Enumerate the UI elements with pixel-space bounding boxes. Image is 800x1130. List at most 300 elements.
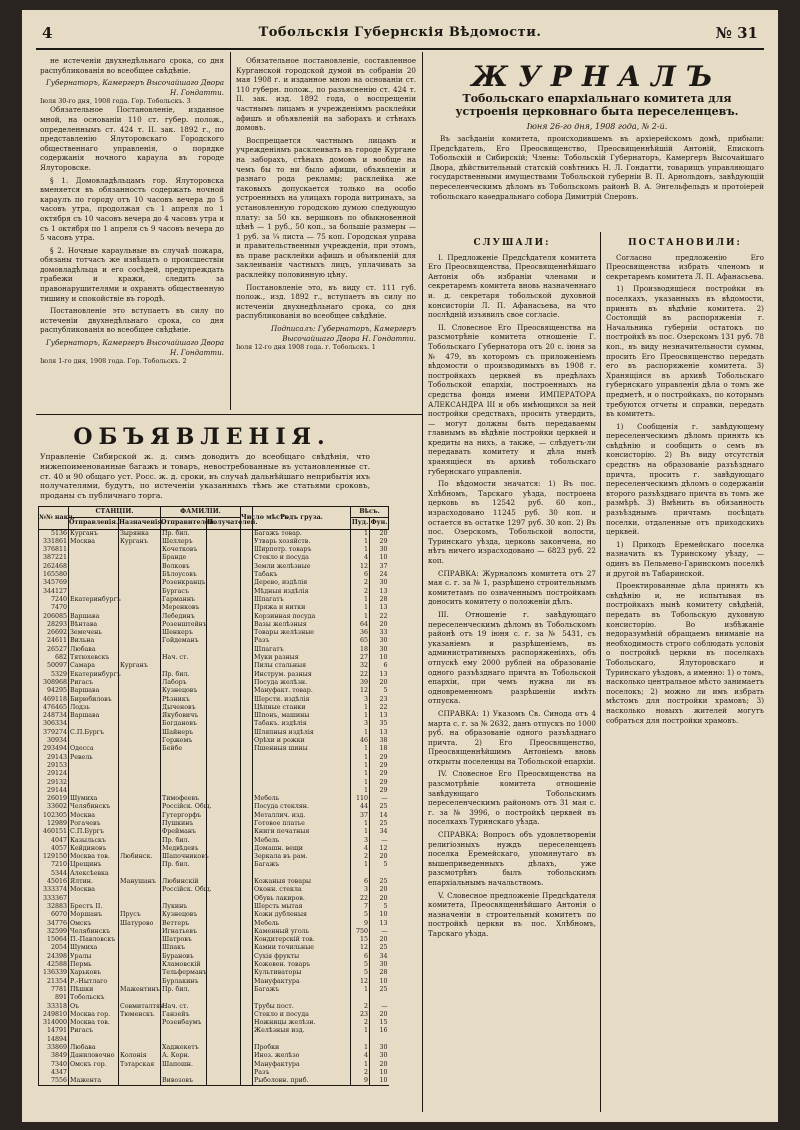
cell-places [241, 1052, 253, 1060]
cell-sender: Кузнецовъ [161, 911, 207, 919]
cell-from: Тятюхевскъ [69, 654, 119, 662]
cell-sender: Тимофеевъ [161, 795, 207, 803]
cell-sender: Веттеръ [161, 920, 207, 928]
journal-intro [430, 134, 764, 226]
cell-pud [351, 870, 370, 878]
cell-num: 4057 [39, 845, 69, 853]
cell-pud: 4 [351, 1052, 370, 1060]
cell-places [241, 820, 253, 828]
cell-num: 376811 [39, 546, 69, 554]
cell-from: Лодзь [69, 704, 119, 712]
cell-pud: 1 [351, 596, 370, 604]
paragraph: IV. Словесное Его Преосвященства на разсмотрѣніе комитета отношеніе завѣдующаго Тобольскимъ переселенческимъ райономъ отъ 31 мая с. г. за № 3996, о постройкѣ церквей въ поселкахъ Туринскаго уѣзда. [428, 769, 596, 827]
cell-from [69, 770, 119, 778]
cell-to [119, 629, 161, 637]
cell-sender: Игнатьевъ [161, 928, 207, 936]
cell-receiver [207, 571, 241, 579]
cell-kind: Иноз. желѣзо [253, 1052, 351, 1060]
cell-receiver [207, 787, 241, 795]
cell-kind: Шерсти. издѣлія [253, 696, 351, 704]
cell-places [241, 579, 253, 587]
cell-num: 293494 [39, 745, 69, 753]
cell-places [241, 803, 253, 811]
cell-receiver [207, 1044, 241, 1052]
col-header-receiver: Получателей. [207, 518, 241, 529]
cell-to: Зырянка [119, 529, 161, 538]
cell-num: 94295 [39, 687, 69, 695]
cell-sender [161, 787, 207, 795]
cell-to [119, 803, 161, 811]
cell-lb: — [370, 795, 389, 803]
cell-kind: Разъ [253, 637, 351, 645]
cell-num: 5344 [39, 870, 69, 878]
table-row [39, 754, 389, 762]
cell-receiver [207, 770, 241, 778]
cell-to [119, 1069, 161, 1077]
cell-places [241, 886, 253, 894]
cell-kind: Орѣхи и рожки [253, 737, 351, 745]
cell-lb: 29 [370, 787, 389, 795]
cell-num: 5136 [39, 529, 69, 538]
cell-to: Тюменскъ [119, 1011, 161, 1019]
cell-num: 331861 [39, 538, 69, 546]
cell-lb: 30 [370, 1052, 389, 1060]
cell-to [119, 903, 161, 911]
cell-from: Моршанъ [69, 911, 119, 919]
cell-to [119, 1044, 161, 1052]
cell-receiver [207, 762, 241, 770]
cell-from: Тобольскъ [69, 994, 119, 1002]
cell-receiver [207, 994, 241, 1002]
col-header-places: Число мѣстъ [241, 507, 253, 530]
cell-sender: Волковъ [161, 563, 207, 571]
cell-pud: 1 [351, 538, 370, 546]
cell-kind: Каменный уголь [253, 928, 351, 936]
cell-num: 24398 [39, 953, 69, 961]
cell-from: С.П.Бургъ [69, 729, 119, 737]
cell-lb: 5 [370, 903, 389, 911]
cell-receiver [207, 579, 241, 587]
cell-receiver [207, 820, 241, 828]
cell-sender: Бейбе [161, 745, 207, 753]
cell-num: 314000 [39, 1019, 69, 1027]
cell-receiver [207, 1077, 241, 1086]
cell-places [241, 538, 253, 546]
cell-to [119, 1027, 161, 1035]
cell-from: Москва гор. [69, 1011, 119, 1019]
cell-to [119, 828, 161, 836]
cell-places [241, 837, 253, 845]
table-row [39, 745, 389, 753]
cell-lb: 30 [370, 1044, 389, 1052]
section-rule [36, 414, 422, 415]
cell-sender [161, 870, 207, 878]
table-row [39, 886, 389, 894]
cell-kind: Мануфакт. товар. [253, 687, 351, 695]
cell-sender: Любинскій [161, 878, 207, 886]
cell-lb: 25 [370, 878, 389, 886]
cell-kind [253, 787, 351, 795]
cell-pud: 3 [351, 720, 370, 728]
cell-receiver [207, 1003, 241, 1011]
cell-kind: Пилы стальныя [253, 662, 351, 670]
paragraph: V. Словесное предложеніе Предсѣдателя комитета, Преосвященнѣйшаго Антонія о назначеніи в строительный комитетъ по постройкѣ церкви въ пос. Хлѣбномъ, Тарскаго уѣзда. [428, 890, 596, 938]
cell-sender: Пр. бил. [161, 837, 207, 845]
cell-lb: 25 [370, 944, 389, 952]
journal-title-block [432, 62, 762, 131]
cell-lb: 5 [370, 687, 389, 695]
cell-pud: 23 [351, 1011, 370, 1019]
cell-pud: 110 [351, 795, 370, 803]
cell-to [119, 604, 161, 612]
cell-to [119, 588, 161, 596]
cell-kind: Кондитерскій тов. [253, 936, 351, 944]
cell-lb: 10 [370, 654, 389, 662]
paragraph: 1) Производящіеся постройки въ поселкахъ, указанныхъ въ вѣдомости, принять въ вѣдѣніе комитета. 2) Состоящій въ распоряженіи г. Начальника губерніи остатокъ по постройкѣ въ пос. Озерскомъ 131 руб. 78 коп., въ виду незначительности суммы, просить Его Преосвященство передать его въ распоряженіе комитета. 3) Хранящіяся въ архивѣ Тобольскаго губернскаго управленія дѣла о томъ же предметѣ, и о постройкахъ, по которымъ требуются отчеты и справки, передать въ комитетъ. [606, 284, 764, 419]
cell-receiver [207, 969, 241, 977]
cell-to [119, 787, 161, 795]
cell-lb: 12 [370, 845, 389, 853]
cell-lb: 34 [370, 828, 389, 836]
cell-lb [370, 1036, 389, 1044]
cell-sender: Лаборъ [161, 679, 207, 687]
cell-pud: 750 [351, 928, 370, 936]
page-number: 4 [42, 24, 53, 42]
paragraph: Постановленіе это, въ виду ст. 111 губ. полож., изд. 1892 г., вступаетъ въ силу по истеченіи двухнедѣльнаго срока, со дня распубликованія во всеобщее свѣдѣніе. [236, 282, 416, 321]
cell-sender: Бранде [161, 554, 207, 562]
cell-places [241, 853, 253, 861]
col-header-weight: Вѣсъ. [351, 507, 389, 518]
cell-sender: Россійск. Общ. [162, 803, 212, 811]
cell-kind: Камни точильные [253, 944, 351, 952]
cell-receiver [207, 795, 241, 803]
cell-num: 4347 [39, 1069, 69, 1077]
cell-places [241, 861, 253, 869]
cell-receiver [207, 1069, 241, 1077]
cell-places [241, 828, 253, 836]
cell-places [241, 704, 253, 712]
cell-places [241, 1011, 253, 1019]
cell-pud: 1 [351, 1044, 370, 1052]
table-row [39, 928, 389, 936]
date-note: Іюля 1-го дня, 1908 года. Гор. Тобольскъ. 2 [40, 357, 187, 366]
cell-from: Москва [69, 812, 119, 820]
cell-from: Москва [69, 886, 119, 894]
cell-to [119, 687, 161, 695]
newspaper-page [22, 10, 778, 1122]
col-header-pud: Пуд. [351, 518, 370, 529]
cell-pud: 32 [351, 662, 370, 670]
cell-to [119, 1036, 161, 1044]
cell-from: Мажента [69, 1077, 119, 1086]
cell-pud: 2 [351, 1003, 370, 1011]
cell-receiver [207, 853, 241, 861]
cell-sender [161, 646, 207, 654]
cell-places [241, 986, 253, 994]
table-row [39, 803, 389, 811]
cell-to [119, 953, 161, 961]
cell-to [119, 754, 161, 762]
cell-sender: Бурлакинъ [161, 978, 207, 986]
table-row [39, 1036, 389, 1044]
cell-from: Ригасъ [69, 679, 119, 687]
cell-kind [253, 1036, 351, 1044]
cell-to [119, 895, 161, 903]
cell-num: 29153 [39, 762, 69, 770]
cell-to: Курганъ [119, 662, 161, 670]
col-header-lb: Фун. [370, 518, 389, 529]
cell-to: Тэтарская [119, 1061, 161, 1069]
paragraph: I. Предложеніе Предсѣдателя комитета Его Преосвященства, Преосвященнѣйшаго Антонія объ избраніи членами и секретаремъ комитета вновь назначеннаго и. д. секретаря тобольской духовной консисторіи Л. П. Афанасьева, на что послѣдній изъявилъ свое согласіе. [428, 252, 596, 320]
cell-places [241, 546, 253, 554]
cell-kind: Трубы пост. [253, 1003, 351, 1011]
cell-from [69, 762, 119, 770]
table-row [39, 961, 389, 969]
cell-places [241, 646, 253, 654]
table-row [39, 1011, 389, 1019]
cell-places [241, 621, 253, 629]
cell-lb: 37 [370, 563, 389, 571]
cell-places [241, 770, 253, 778]
cell-places [241, 903, 253, 911]
table-row [39, 737, 389, 745]
cell-to [119, 886, 161, 894]
cell-places [241, 554, 253, 562]
cell-lb: 20 [370, 1011, 389, 1019]
cell-sender [161, 762, 207, 770]
cell-from: Одесса [69, 745, 119, 753]
cell-to [119, 1077, 161, 1086]
cell-to [119, 944, 161, 952]
cell-pud: 2 [351, 579, 370, 587]
cell-sender: Медвѣдевъ [161, 845, 207, 853]
cell-num: 32599 [39, 928, 69, 936]
cell-receiver [207, 920, 241, 928]
cell-kind: Шерсть мытая [253, 903, 351, 911]
cell-num: 7240 [39, 596, 69, 604]
cell-places [241, 795, 253, 803]
cell-kind [253, 754, 351, 762]
cell-to: Прусъ [119, 911, 161, 919]
cell-kind: Табакъ [253, 571, 351, 579]
cell-kind: Готовое платье [253, 820, 351, 828]
cell-places [241, 1027, 253, 1035]
cell-num: 7781 [39, 986, 69, 994]
cell-from [69, 554, 119, 562]
table-row [39, 563, 389, 571]
cell-kind: Табакъ. издѣлія [253, 720, 351, 728]
date-note: Іюля 12-го дня 1908 года. г. Тобольскъ. 1 [236, 343, 376, 352]
cell-lb: 20 [370, 529, 389, 538]
cell-from: Омскъ гор. [69, 1061, 119, 1069]
cell-lb: 20 [370, 895, 389, 903]
cell-from [69, 895, 119, 903]
cell-to [119, 613, 161, 621]
cell-receiver [207, 745, 241, 753]
cell-receiver [207, 671, 241, 679]
cell-sender: Меренковъ [161, 604, 207, 612]
table-row [39, 621, 389, 629]
cell-sender: Розенштейнъ [162, 620, 207, 628]
cell-from: Даниловочно [69, 1052, 119, 1060]
cell-lb: 22 [370, 704, 389, 712]
cell-num: 26692 [39, 629, 69, 637]
cell-kind: Мебель [253, 837, 351, 845]
cell-sender: Россійск. Общ. [162, 886, 212, 894]
cell-pud: 2 [351, 1019, 370, 1027]
cell-num: 24611 [39, 637, 69, 645]
cell-lb: 28 [370, 596, 389, 604]
col-header-names: ФАМИЛІИ. [161, 507, 241, 518]
cell-pud: 1 [351, 754, 370, 762]
paragraph: Постановленіе это вступаетъ въ силу по истеченіи двухнедѣльнаго срока, со дня распубликованія во всеобщее свѣдѣніе. [40, 306, 224, 335]
cell-kind: Цѣпные станки [253, 704, 351, 712]
cell-places [241, 812, 253, 820]
paragraph: § 2. Ночные караульные въ случаѣ пожара, обязаны тотчасъ же извѣщать о происшествіи домовладѣльца и его сосѣдей, предупреждать грабежи и кражи, следить за правонарушителями и охранять общественную тишину и спокойствіе въ городѣ. [40, 245, 224, 303]
cell-places [241, 878, 253, 886]
cell-to [119, 712, 161, 720]
cell-from: Москва тов. [69, 1019, 119, 1027]
cell-from [69, 546, 119, 554]
cell-num: 469118 [39, 696, 69, 704]
cell-pud: 12 [351, 978, 370, 986]
table-row [39, 795, 389, 803]
table-row [39, 911, 389, 919]
cell-from: Оъ [69, 1003, 119, 1011]
table-row [39, 953, 389, 961]
cell-places [241, 712, 253, 720]
cell-sender: Пушкинъ [161, 820, 207, 828]
cell-sender: Бургасъ [161, 588, 207, 596]
cell-pud: 12 [351, 687, 370, 695]
table-row [39, 936, 389, 944]
cell-from: Ревель [69, 754, 119, 762]
cell-kind [253, 779, 351, 787]
cell-pud: 9 [351, 1077, 370, 1086]
cell-places [241, 737, 253, 745]
col-header-stations: СТАНЦІИ. [69, 507, 161, 518]
cell-places [241, 1019, 253, 1027]
cell-pud: 1 [351, 762, 370, 770]
cell-to [119, 861, 161, 869]
cell-sender: Горжемъ [161, 737, 207, 745]
cell-num: 6070 [39, 911, 69, 919]
cell-to [119, 961, 161, 969]
cell-lb: 20 [370, 936, 389, 944]
cell-places [241, 745, 253, 753]
cell-places [241, 687, 253, 695]
cell-num: 4047 [39, 837, 69, 845]
paragraph: Согласно предложенію Его Преосвященства избрать членомъ и секретаремъ комитета Л. П. Афанасьева. [606, 252, 764, 281]
cell-to [119, 654, 161, 662]
unclaimed-freight-table [38, 506, 389, 1086]
cell-from: Харьковъ [69, 969, 119, 977]
cell-num: 7556 [39, 1077, 69, 1086]
cell-receiver [207, 529, 241, 538]
cell-pud: 12 [351, 944, 370, 952]
cell-lb: 29 [370, 770, 389, 778]
cell-receiver [207, 720, 241, 728]
cell-lb: 34 [370, 953, 389, 961]
table-row [39, 579, 389, 587]
cell-sender: Гойдеманъ [161, 637, 207, 645]
cell-lb: 20 [370, 886, 389, 894]
cell-to [119, 554, 161, 562]
cell-from [69, 720, 119, 728]
section-heading-decided: ПОСТАНОВИЛИ: [628, 238, 742, 248]
cell-receiver [207, 654, 241, 662]
cell-from: Самара [69, 662, 119, 670]
cell-kind: Инструм. разныя [253, 671, 351, 679]
cell-num: 333367 [39, 895, 69, 903]
cell-kind: Пряжа и нитки [253, 604, 351, 612]
cell-num: 15064 [39, 936, 69, 944]
table-row [39, 729, 389, 737]
cell-kind: Книги печатныя [253, 828, 351, 836]
cell-from: Брестъ II. [69, 903, 119, 911]
cell-receiver [207, 870, 241, 878]
cell-sender: Нач. ст. [161, 1003, 207, 1011]
cell-lb: 20 [370, 1061, 389, 1069]
cell-lb: 16 [370, 1027, 389, 1035]
cell-to [119, 745, 161, 753]
cell-sender [161, 1027, 207, 1035]
cell-sender: Пр. бил. [161, 986, 207, 994]
cell-sender: Бѣлоусовъ [161, 571, 207, 579]
cell-lb: 20 [370, 679, 389, 687]
cell-to [119, 679, 161, 687]
cell-to [119, 696, 161, 704]
cell-pud: 1 [351, 745, 370, 753]
cell-places [241, 978, 253, 986]
cell-to [119, 837, 161, 845]
cell-from: Црещинъ [69, 861, 119, 869]
cell-receiver [207, 953, 241, 961]
cell-sender: Шайнеръ [161, 729, 207, 737]
cell-num: 29144 [39, 787, 69, 795]
cell-from: Варшава [69, 613, 119, 621]
cell-receiver [207, 554, 241, 562]
cell-pud: 7 [351, 903, 370, 911]
cell-num: 3849 [39, 1052, 69, 1060]
journal-heard-column [428, 236, 596, 1108]
cell-kind [253, 762, 351, 770]
cell-num: 891 [39, 994, 69, 1002]
paragraph: СПРАВКА: Вопросъ объ удовлетвореніи религіозныхъ нуждъ переселенцевъ поселка Еремейскаго, упомянутаго въ вышеприведенныхъ дѣлахъ, уже разсмотрѣнъ былъ тобольскимъ епархіальнымъ начальствомъ. [428, 830, 596, 887]
cell-kind: Дерево, издѣлія [253, 579, 351, 587]
newspaper-title: Тобольскія Губернскія Вѣдомости. [258, 25, 542, 40]
cell-receiver [207, 596, 241, 604]
table-row [39, 1052, 389, 1060]
cell-from: Пермь [69, 961, 119, 969]
cell-from [69, 588, 119, 596]
table-row [39, 820, 389, 828]
cell-lb: 30 [370, 546, 389, 554]
cell-places [241, 604, 253, 612]
table-row [39, 671, 389, 679]
table-row [39, 1044, 389, 1052]
cell-pud: 2 [351, 588, 370, 596]
cell-kind: Пшенныя шины [253, 745, 351, 753]
cell-receiver [207, 911, 241, 919]
cell-to: Любинск. [119, 853, 161, 861]
cell-lb: 10 [370, 911, 389, 919]
cell-to: Колонія [119, 1052, 161, 1060]
cell-num: 262468 [39, 563, 69, 571]
cell-places [241, 845, 253, 853]
cell-receiver [207, 546, 241, 554]
cell-places [241, 729, 253, 737]
